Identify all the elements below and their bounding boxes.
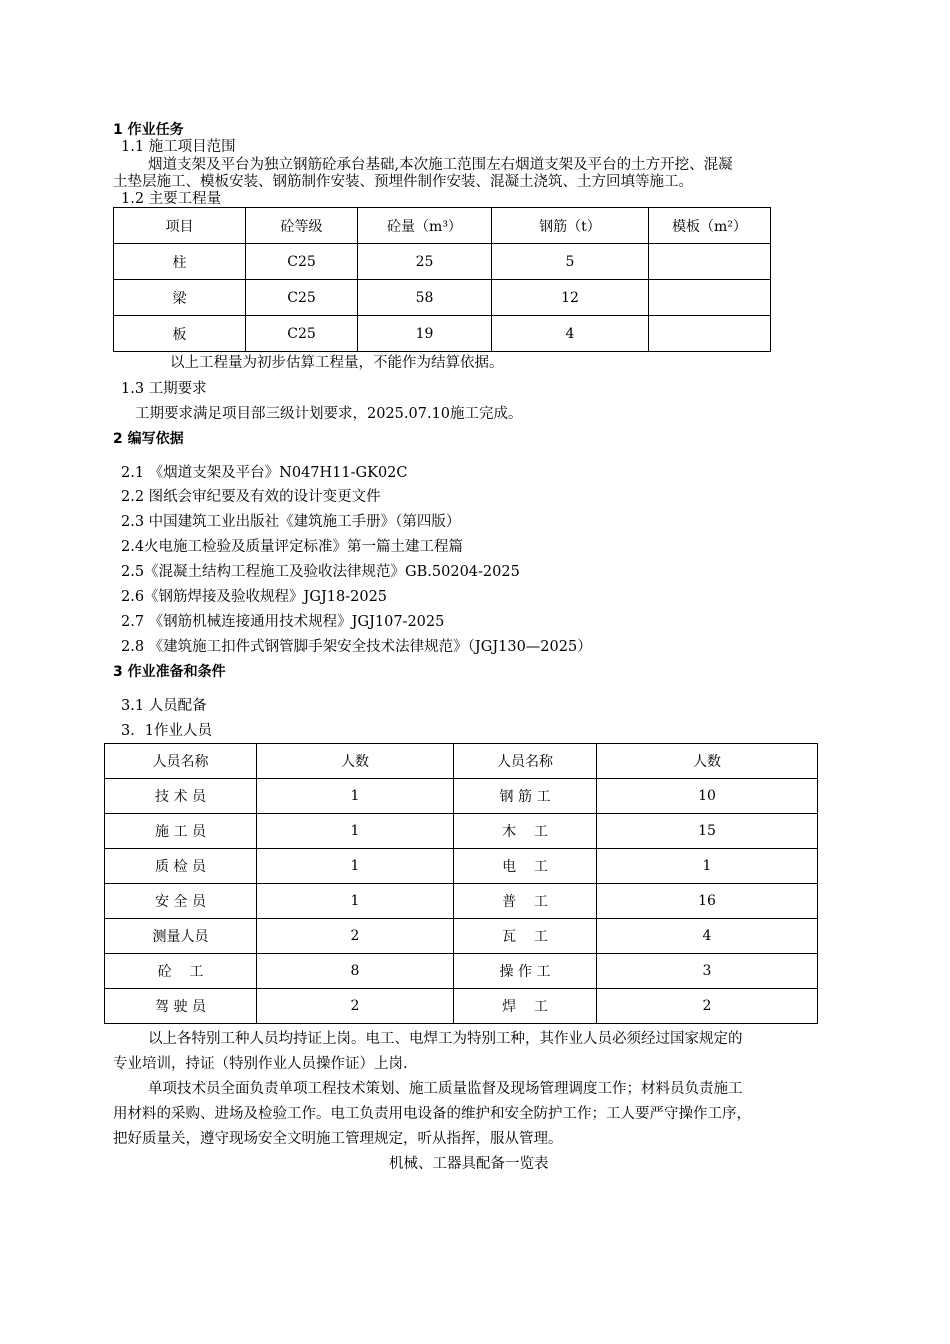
table-row [114, 280, 771, 316]
section-1-2-title: 1.2 主要工程量 [121, 191, 222, 207]
section-1-3-title: 1.3 工期要求 [121, 381, 207, 397]
table-cell [649, 316, 771, 352]
table-cell: 4 [597, 919, 818, 954]
quantity-note: 以上工程量为初步估算工程量，不能作为结算依据。 [170, 355, 504, 371]
table-cell: 4 [492, 316, 649, 352]
table-cell: 柱 [114, 244, 246, 280]
section-3-1-title: 3.1 人员配备 [121, 698, 207, 714]
table-cell: C25 [246, 316, 358, 352]
table-cell: 瓦 工 [454, 919, 597, 954]
quantity-table [113, 207, 771, 352]
header-cell: 砼量（m³） [358, 208, 492, 244]
table-cell: 25 [358, 244, 492, 280]
table-row [114, 244, 771, 280]
header-cell: 人数 [597, 744, 818, 779]
header-cell: 人数 [257, 744, 454, 779]
table-cell: 砼 工 [105, 954, 257, 989]
table-row [105, 814, 818, 849]
table-cell: 10 [597, 779, 818, 814]
table-row [105, 849, 818, 884]
table-cell: 电 工 [454, 849, 597, 884]
table-cell [649, 280, 771, 316]
table-row [105, 954, 818, 989]
table-cell: 1 [257, 814, 454, 849]
table-row [105, 779, 818, 814]
table-row [114, 316, 771, 352]
staff-table-header [105, 744, 818, 779]
table-cell: 板 [114, 316, 246, 352]
table-cell: 质 检 员 [105, 849, 257, 884]
reference-item: 2.8 《建筑施工扣件式钢管脚手架安全技术法律规范》（JGJ130—2025） [121, 639, 592, 655]
table-cell [649, 244, 771, 280]
table-cell: 2 [257, 919, 454, 954]
table-row [105, 919, 818, 954]
table-cell: 1 [257, 884, 454, 919]
reference-item: 2.2 图纸会审纪要及有效的设计变更文件 [121, 489, 381, 505]
reference-item: 2.1 《烟道支架及平台》N047H11-GK02C [121, 465, 408, 481]
reference-item: 2.4火电施工检验及质量评定标准》第一篇土建工程篇 [121, 539, 464, 555]
staff-table [104, 743, 818, 1024]
header-cell: 人员名称 [454, 744, 597, 779]
header-cell: 人员名称 [105, 744, 257, 779]
reference-item: 2.5《混凝土结构工程施工及验收法律规范》GB.50204-2025 [121, 564, 520, 580]
staff-para2-line1: 单项技术员全面负责单项工程技术策划、施工质量监督及现场管理调度工作；材料员负责施工 [148, 1081, 743, 1097]
table-cell: 技 术 员 [105, 779, 257, 814]
table-row [105, 884, 818, 919]
table-cell: 操 作 工 [454, 954, 597, 989]
reference-item: 2.6《钢筋焊接及验收规程》JGJ18-2025 [121, 589, 388, 605]
section-3-1-subtitle: 3．1作业人员 [121, 723, 212, 739]
table-cell: 梁 [114, 280, 246, 316]
table-cell: 2 [257, 989, 454, 1024]
reference-item: 2.3 中国建筑工业出版社《建筑施工手册》（第四版） [121, 514, 461, 530]
staff-para1-line1: 以上各特别工种人员均持证上岗。电工、电焊工为特别工种，其作业人员必须经过国家规定的 [148, 1031, 743, 1047]
quantity-table-header [114, 208, 771, 244]
section-1-3-text: 工期要求满足项目部三级计划要求，2025.07.10施工完成。 [135, 406, 523, 422]
table-cell: 木 工 [454, 814, 597, 849]
table-cell: 1 [257, 779, 454, 814]
table-cell: C25 [246, 244, 358, 280]
table-cell: 2 [597, 989, 818, 1024]
table-cell: 15 [597, 814, 818, 849]
section-1-1-title: 1.1 施工项目范围 [121, 139, 236, 155]
table-cell: 安 全 员 [105, 884, 257, 919]
section-3-heading: 3 作业准备和条件 [113, 664, 226, 680]
table-cell: 3 [597, 954, 818, 989]
staff-para1-line2: 专业培训，持证（特别作业人员操作证）上岗. [113, 1056, 408, 1072]
table-cell: C25 [246, 280, 358, 316]
equipment-table-caption: 机械、工器具配备一览表 [389, 1156, 549, 1172]
section-1-heading: 1 作业任务 [113, 122, 184, 138]
table-cell: 1 [257, 849, 454, 884]
table-cell: 19 [358, 316, 492, 352]
table-cell: 施 工 员 [105, 814, 257, 849]
staff-para2-line3: 把好质量关，遵守现场安全文明施工管理规定，听从指挥，服从管理。 [113, 1131, 563, 1147]
table-cell: 1 [597, 849, 818, 884]
reference-item: 2.7 《钢筋机械连接通用技术规程》JGJ107-2025 [121, 614, 445, 630]
table-cell: 16 [597, 884, 818, 919]
table-cell: 58 [358, 280, 492, 316]
section-1-1-para-line2: 土垫层施工、模板安装、钢筋制作安装、预埋件制作安装、混凝土浇筑、土方回填等施工。 [113, 174, 693, 190]
table-cell: 12 [492, 280, 649, 316]
header-cell: 项目 [114, 208, 246, 244]
table-cell: 测量人员 [105, 919, 257, 954]
section-1-1-para-line1: 烟道支架及平台为独立钢筋砼承台基础,本次施工范围左右烟道支架及平台的土方开挖、混凝 [148, 157, 733, 173]
header-cell: 模板（m²） [649, 208, 771, 244]
table-cell: 钢 筋 工 [454, 779, 597, 814]
staff-para2-line2: 用材料的采购、进场及检验工作。电工负责用电设备的维护和安全防护工作；工人要严守操作工序， [113, 1106, 751, 1122]
section-2-heading: 2 编写依据 [113, 431, 184, 447]
header-cell: 砼等级 [246, 208, 358, 244]
table-cell: 焊 工 [454, 989, 597, 1024]
table-cell: 5 [492, 244, 649, 280]
table-cell: 驾 驶 员 [105, 989, 257, 1024]
header-cell: 钢筋（t） [492, 208, 649, 244]
table-cell: 普 工 [454, 884, 597, 919]
table-row [105, 989, 818, 1024]
table-cell: 8 [257, 954, 454, 989]
